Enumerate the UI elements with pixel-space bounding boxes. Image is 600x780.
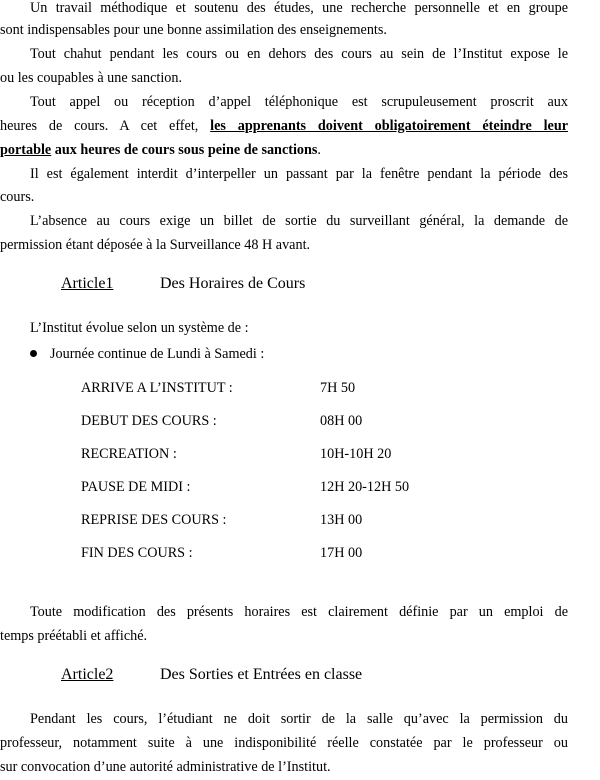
intro-p3-line2-plain: heures de cours. A cet effet,	[0, 118, 211, 134]
intro-p3-line3-end: .	[317, 142, 321, 158]
intro-p3-line3	[0, 142, 568, 158]
intro-p2-line2: ou les coupables à une sanction.	[0, 70, 183, 86]
article1-intro: L’Institut évolue selon un système de :	[30, 320, 249, 336]
article1-bullet-text: Journée continue de Lundi à Samedi :	[50, 346, 265, 362]
intro-p5-line2: permission étant déposée à la Surveillance 48 H avant.	[0, 237, 311, 253]
intro-p4-line1: Il est également interdit d’interpeller un passant par la fenêtre pendant la période des	[30, 166, 568, 182]
intro-p3-line3-emphasis: portable	[0, 142, 52, 158]
article2-line1: Pendant les cours, l’étudiant ne doit sortir de la salle qu’avec la permission du	[30, 711, 568, 727]
intro-p5-line1: L’absence au cours exige un billet de sortie du surveillant général, la demande de	[30, 213, 568, 229]
schedule-label: DEBUT DES COURS :	[81, 413, 217, 429]
schedule-time: 7H 50	[320, 380, 356, 396]
intro-p2-line1: Tout chahut pendant les cours ou en dehors des cours au sein de l’Institut expose le	[30, 46, 568, 62]
schedule-label: ARRIVE A L’INSTITUT :	[81, 380, 233, 396]
schedule-label: REPRISE DES COURS :	[81, 512, 227, 528]
intro-p3-line2	[0, 118, 568, 134]
article1-footer-line1: Toute modification des présents horaires est clairement définie par un emploi de	[30, 604, 568, 620]
intro-p3-line2-emphasis: les apprenants doivent obligatoirement éteindre leur	[210, 118, 569, 134]
bullet-dot-icon	[30, 350, 37, 357]
schedule-time: 12H 20-12H 50	[320, 479, 410, 495]
schedule-time: 17H 00	[320, 545, 363, 561]
article2-heading	[61, 666, 363, 684]
schedule-label: RECREATION :	[81, 446, 177, 462]
article2-number: Article2	[61, 666, 114, 683]
intro-p1-line1: Un travail méthodique et soutenu des études, une recherche personnelle et en groupe	[30, 0, 568, 16]
article2-line3: sur convocation d’une autorité administrative de l’Institut.	[0, 759, 331, 775]
article1-heading	[61, 275, 306, 293]
article1-title: Des Horaires de Cours	[160, 275, 306, 292]
schedule-time: 08H 00	[320, 413, 363, 429]
article1-footer-line2: temps préétabli et affiché.	[0, 628, 148, 644]
article2-title: Des Sorties et Entrées en classe	[160, 666, 363, 683]
schedule-label: FIN DES COURS :	[81, 545, 193, 561]
article1-number: Article1	[61, 275, 114, 292]
intro-p3-line3-bold: aux heures de cours sous peine de sanctions	[51, 142, 318, 158]
schedule-time: 13H 00	[320, 512, 363, 528]
article2-line2: professeur, notamment suite à une indisponibilité réelle constatée par le professeur ou	[0, 735, 568, 751]
schedule-label: PAUSE DE MIDI :	[81, 479, 191, 495]
intro-p3-line1: Tout appel ou réception d’appel téléphonique est scrupuleusement proscrit aux	[30, 94, 568, 110]
intro-p1-line2: sont indispensables pour une bonne assimilation des enseignements.	[0, 22, 387, 38]
intro-p4-line2: cours.	[0, 189, 35, 205]
schedule-time: 10H-10H 20	[320, 446, 392, 462]
